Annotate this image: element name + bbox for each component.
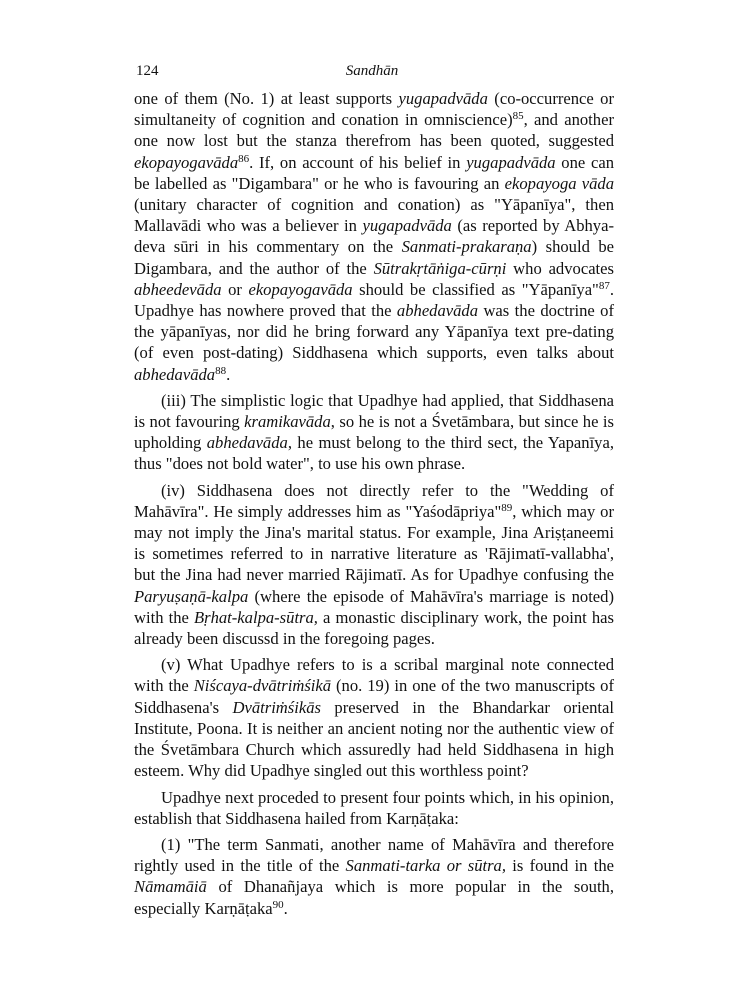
italic-term: yugapadvāda [466, 152, 556, 172]
italic-term: abhedavāda [396, 301, 479, 321]
text-run: one can be labelled as "Digambara" or he who is favouring an [134, 152, 614, 193]
text-run: who advocates [506, 258, 614, 278]
italic-term: abhedavāda [206, 433, 288, 453]
text-run: , so he is not a Śvetāmbara, but since he is upholding [134, 412, 614, 453]
text-run: one of them (No. 1) at least supports [134, 89, 399, 108]
page-number: 124 [136, 63, 159, 79]
text-run: , and another one now lost but the stanza therefrom has been quoted, suggested [134, 110, 614, 151]
footnote-ref: 87 [598, 279, 610, 292]
italic-term: Bṛhat-kalpa-sūtra, [193, 607, 318, 627]
paragraph-p3 [134, 480, 614, 650]
italic-term: yugapadvāda [398, 89, 488, 108]
paragraph-p5 [134, 787, 614, 829]
text-run: . Upadhye has nowhere proved that the [134, 279, 614, 321]
footnote-ref: 88 [215, 364, 227, 377]
footnote-ref: 90 [272, 898, 284, 911]
italic-term: ekopayoga vāda [504, 173, 614, 193]
text-run: or [221, 279, 249, 299]
paragraph-p2 [134, 390, 614, 475]
paragraph-p1 [134, 88, 614, 385]
text-run: (v) What Upadhye refers to is a scribal marginal note connected with the [134, 655, 614, 696]
running-title: Sandhān [345, 63, 399, 79]
text-run: (unitary character of cognition and conation) as "Yāpanīya", then Mallavādi who was a believer in [134, 195, 614, 236]
text-run: preserved in the Bhandarkar oriental Institute, Poona. It is neither an ancient noting nor the authentic view of the Śvetāmbara Church which assuredly had held Siddhasena in high esteem. Why did Upadhye singled out this worthless point? [134, 697, 614, 781]
italic-term: ekopayogavāda [134, 152, 239, 172]
text-run: (where the episode of Mahāvīra's marriage is noted) with the [134, 586, 614, 627]
text-run: is found in the [506, 856, 614, 876]
text-run: (1) "The term Sanmati, another name of Mahāvīra and therefore rightly used in the title of the [134, 834, 614, 876]
italic-term: kramikavāda [244, 412, 331, 432]
text-run: was the doctrine of the yāpanīyas, nor did he bring forward any Yāpanīya text pre-dating (of even post-dating) Siddhasena which supports, even talks about [134, 301, 614, 363]
footnote-ref: 85 [512, 110, 524, 123]
text-run: . [283, 898, 288, 918]
italic-term: abhedavāda [134, 364, 216, 384]
text-run: should be classified as "Yāpanīya" [352, 279, 599, 299]
text-run: (as reported by Abhya-deva sūri in his commentary on the [134, 216, 614, 257]
italic-term: abheedevāda [134, 279, 222, 299]
paragraph-p6 [134, 834, 614, 919]
italic-term: ekopayogavāda [248, 279, 353, 299]
italic-term: Sūtrakṛtāṅiga-cūrṇi [373, 258, 507, 278]
text-run: (no. 19) in one of the two manuscripts of Siddhasena's [134, 676, 615, 717]
footnote-ref: 89 [501, 501, 513, 514]
text-run: (co-occurrence or simultaneity of cognition and conation in omniscience) [134, 89, 614, 130]
text-run: , which may or may not imply the Jina's marital status. For example, Jina Ariṣṭaneemi is sometimes referred to in narrative literature as 'Rājimatī-vallabha', but the Jina had never married Rājimatī. As for Upadhye confusing the [134, 501, 614, 585]
page-header [132, 63, 612, 85]
text-run: of Dhanañjaya which is more popular in the south, especially Karṇāṭaka [134, 877, 614, 918]
text-run: . If, on account of his belief in [249, 152, 467, 172]
body-text [134, 88, 614, 924]
text-run: , he must belong to the third sect, the Yapanīya, thus "does not bold water", to use his own phrase. [134, 433, 614, 474]
italic-term: Niścaya-dvātriṁśikā [193, 676, 332, 696]
footnote-ref: 86 [238, 152, 250, 165]
text-run: . [226, 364, 231, 384]
italic-term: Sanmati-prakaraṇa [401, 237, 532, 257]
text-run: ) should be Digambara, and the author of the [134, 237, 615, 278]
text-run: a monastic disciplinary work, the point has already been discussd in the foregoing pages. [134, 607, 614, 649]
italic-term: Nāmamāiā [134, 877, 207, 897]
text-run: (iv) Siddhasena does not directly refer to the "Wedding of Mahāvīra". He simply addresses him as "Yaśodāpriya" [134, 480, 614, 521]
text-run: Upadhye next proceded to present four points which, in his opinion, establish that Siddhasena hailed from Karṇāṭaka: [134, 787, 614, 828]
italic-term: yugapadvāda [362, 216, 452, 236]
italic-term: Paryuṣaṇā-kalpa [134, 586, 249, 606]
italic-term: Dvātriṁśikās [232, 697, 321, 717]
italic-term: Sanmati-tarka or sūtra, [345, 856, 507, 876]
text-run: (iii) The simplistic logic that Upadhye had applied, that Siddhasena is not favouring [134, 390, 614, 432]
paragraph-p4 [134, 654, 614, 781]
